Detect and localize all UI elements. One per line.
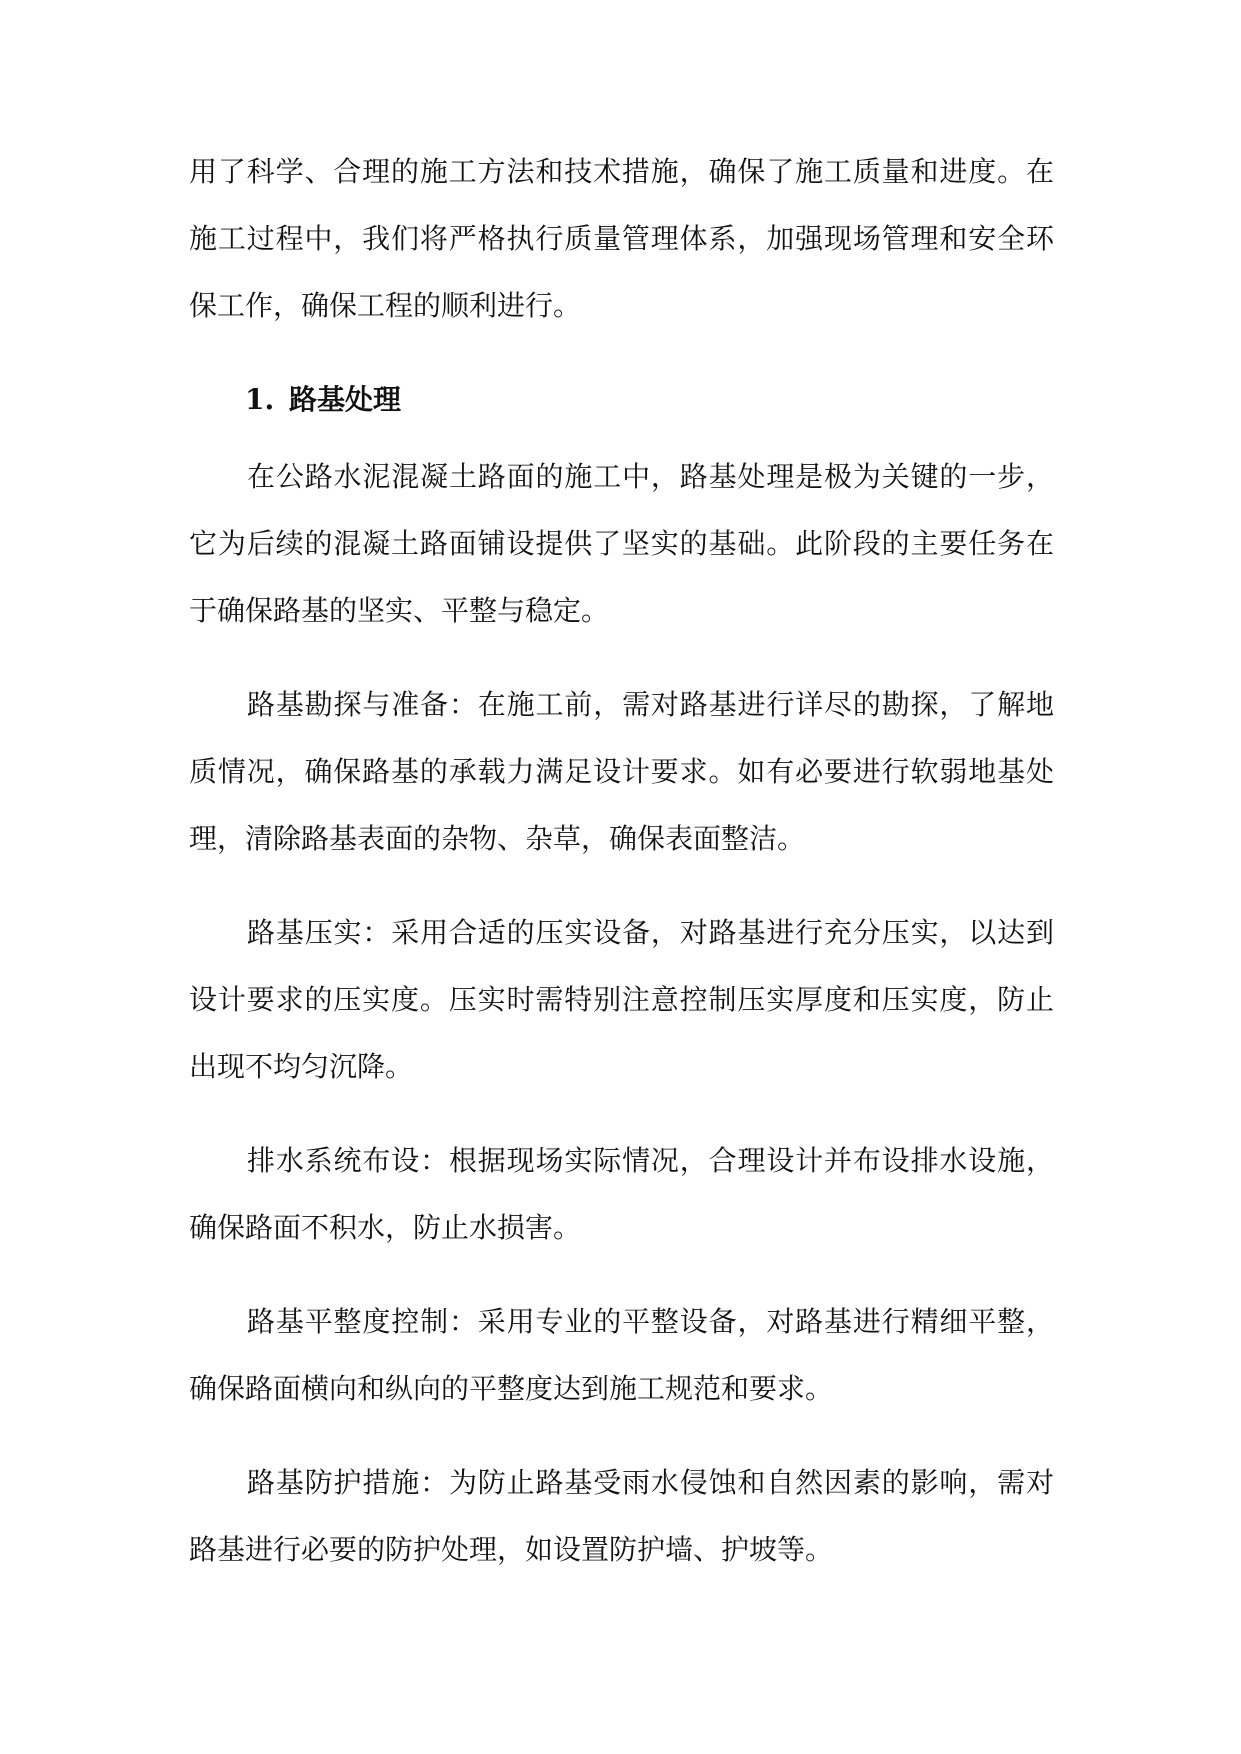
paragraph-drainage [189,1127,1054,1261]
text-line: 路基压实：采用合适的压实设备，对路基进行充分压实，以达到 [247,916,1054,949]
paragraph-protection [189,1449,1054,1583]
text-line: 于确保路基的坚实、平整与稳定。 [189,594,610,627]
text-line: 在公路水泥混凝土路面的施工中，路基处理是极为关键的一步， [247,460,1054,493]
text-line: 理，清除路基表面的杂物、杂草，确保表面整洁。 [189,822,806,855]
text-line: 确保路面不积水，防止水损害。 [189,1211,582,1244]
text-line: 路基进行必要的防护处理，如设置防护墙、护坡等。 [189,1533,834,1566]
text-line: 用了科学、合理的施工方法和技术措施，确保了施工质量和进度。在 [189,155,1054,188]
document-body [189,138,1054,1610]
text-line: 路基防护措施：为防止路基受雨水侵蚀和自然因素的影响，需对 [247,1466,1054,1499]
text-line: 设计要求的压实度。压实时需特别注意控制压实厚度和压实度，防止 [189,983,1054,1016]
paragraph-flatness [189,1288,1054,1422]
text-line: 它为后续的混凝土路面铺设提供了坚实的基础。此阶段的主要任务在 [189,527,1054,560]
paragraph-compaction [189,899,1054,1100]
text-line: 施工过程中，我们将严格执行质量管理体系，加强现场管理和安全环 [189,222,1054,255]
text-line: 排水系统布设：根据现场实际情况，合理设计并布设排水设施， [247,1144,1054,1177]
text-line: 路基勘探与准备：在施工前，需对路基进行详尽的勘探，了解地 [247,688,1054,721]
paragraph-overview [189,443,1054,644]
intro-paragraph [189,138,1054,339]
text-line: 路基平整度控制：采用专业的平整设备，对路基进行精细平整， [247,1305,1054,1338]
text-line: 出现不均匀沉降。 [189,1050,414,1083]
text-line: 质情况，确保路基的承载力满足设计要求。如有必要进行软弱地基处 [189,755,1054,788]
section-title: 路基处理 [289,383,402,416]
section-heading [189,366,1054,433]
paragraph-survey [189,671,1054,872]
text-line: 保工作，确保工程的顺利进行。 [189,289,582,322]
section-number: 1. [245,383,275,416]
text-line: 确保路面横向和纵向的平整度达到施工规范和要求。 [189,1372,834,1405]
